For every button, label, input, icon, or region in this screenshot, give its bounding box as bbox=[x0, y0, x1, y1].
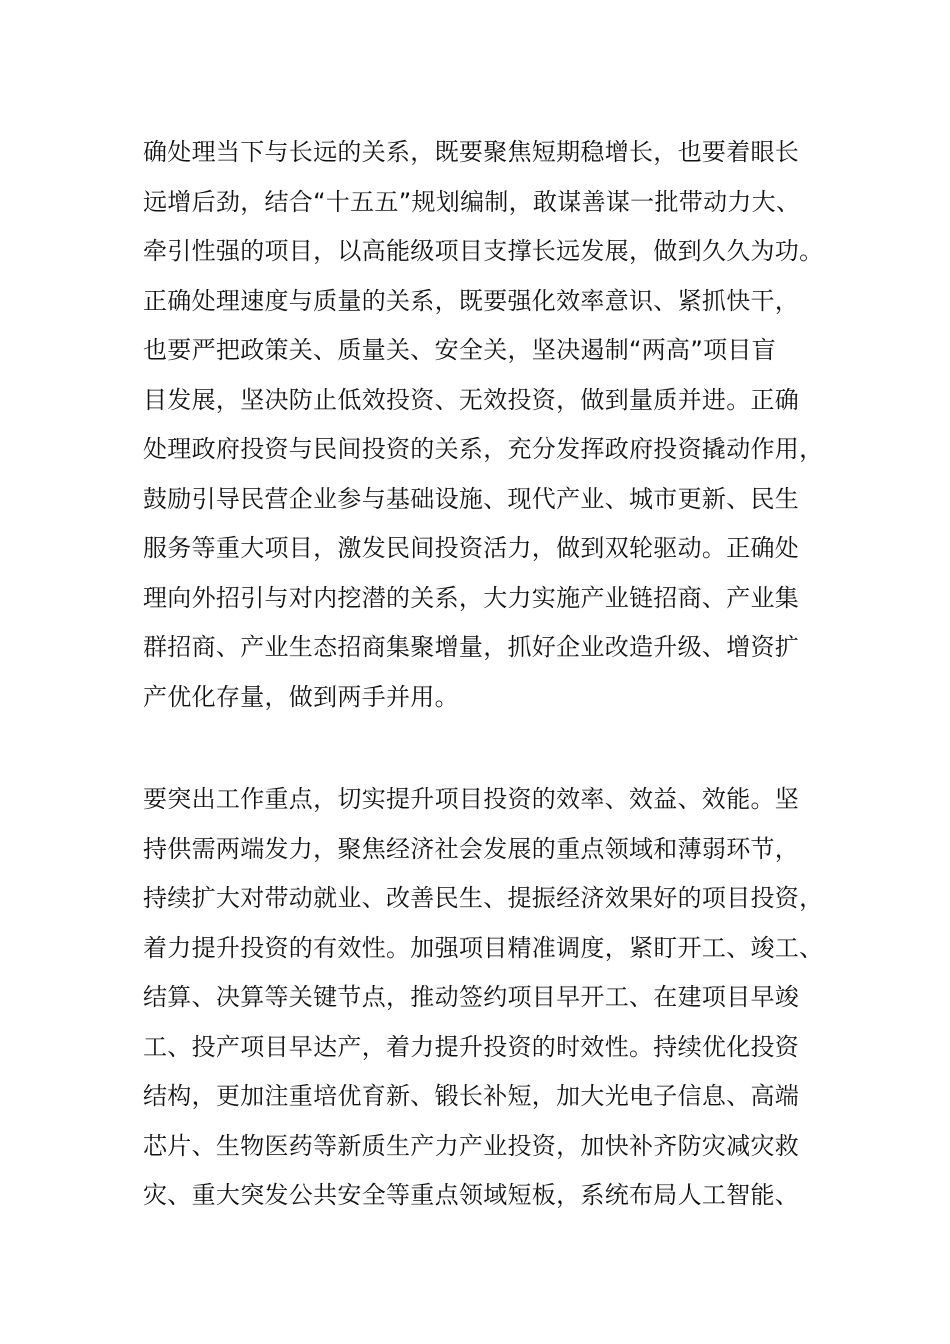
paragraph-1-line-1: 确处理当下与长远的关系，既要聚焦短期稳增长，也要着眼长 bbox=[143, 138, 800, 166]
paragraph-1 bbox=[143, 128, 833, 722]
paragraph-1-line-2: 远增后劲，结合“十五五”规划编制，敢谋善谋一批带动力大、 bbox=[143, 187, 801, 216]
paragraph-2-line-6: 工、投产项目早达产，着力提升投资的时效性。持续优化投资 bbox=[143, 1032, 800, 1061]
paragraph-1-line-7: 处理政府投资与民间投资的关系，充分发挥政府投资撬动作用， bbox=[143, 435, 824, 463]
paragraph-1-line-5: 也要严把政策关、质量关、安全关，坚决遏制“两高”项目盲 bbox=[143, 336, 776, 364]
paragraph-2-line-1: 要突出工作重点，切实提升项目投资的效率、效益、效能。坚 bbox=[143, 785, 800, 813]
paragraph-2-line-5: 结算、决算等关键节点，推动签约项目早开工、在建项目早竣 bbox=[143, 983, 800, 1011]
paragraph-2-line-2: 持供需两端发力，聚焦经济社会发展的重点领域和薄弱环节， bbox=[143, 834, 800, 863]
paragraph-1-line-6: 目发展，坚决防止低效投资、无效投资，做到量质并进。正确 bbox=[143, 385, 800, 414]
paragraph-2-line-4: 着力提升投资的有效性。加强项目精准调度，紧盯开工、竣工、 bbox=[143, 933, 824, 962]
paragraph-1-line-10: 理向外招引与对内挖潜的关系，大力实施产业链招商、产业集 bbox=[143, 583, 800, 612]
paragraph-2-line-9: 灾、重大突发公共安全等重点领域短板，系统布局人工智能、 bbox=[143, 1181, 800, 1209]
paragraph-2-line-3: 持续扩大对带动就业、改善民生、提振经济效果好的项目投资， bbox=[143, 884, 824, 912]
paragraph-2-line-8: 芯片、生物医药等新质生产力产业投资，加快补齐防灾减灾救 bbox=[143, 1131, 800, 1160]
paragraph-1-line-12: 产优化存量，做到两手并用。 bbox=[143, 682, 459, 711]
paragraph-1-line-9: 服务等重大项目，激发民间投资活力，做到双轮驱动。正确处 bbox=[143, 534, 800, 562]
paragraph-1-line-4: 正确处理速度与质量的关系，既要强化效率意识、紧抓快干， bbox=[143, 286, 800, 315]
paragraph-2-line-7: 结构，更加注重培优育新、锻长补短，加大光电子信息、高端 bbox=[143, 1082, 800, 1110]
paragraph-1-line-3: 牵引性强的项目，以高能级项目支撑长远发展，做到久久为功。 bbox=[143, 237, 824, 265]
paragraph-1-line-11: 群招商、产业生态招商集聚增量，抓好企业改造升级、增资扩 bbox=[143, 633, 800, 661]
paragraph-2 bbox=[143, 775, 833, 1221]
paragraph-1-line-8: 鼓励引导民营企业参与基础设施、现代产业、城市更新、民生 bbox=[143, 484, 800, 513]
